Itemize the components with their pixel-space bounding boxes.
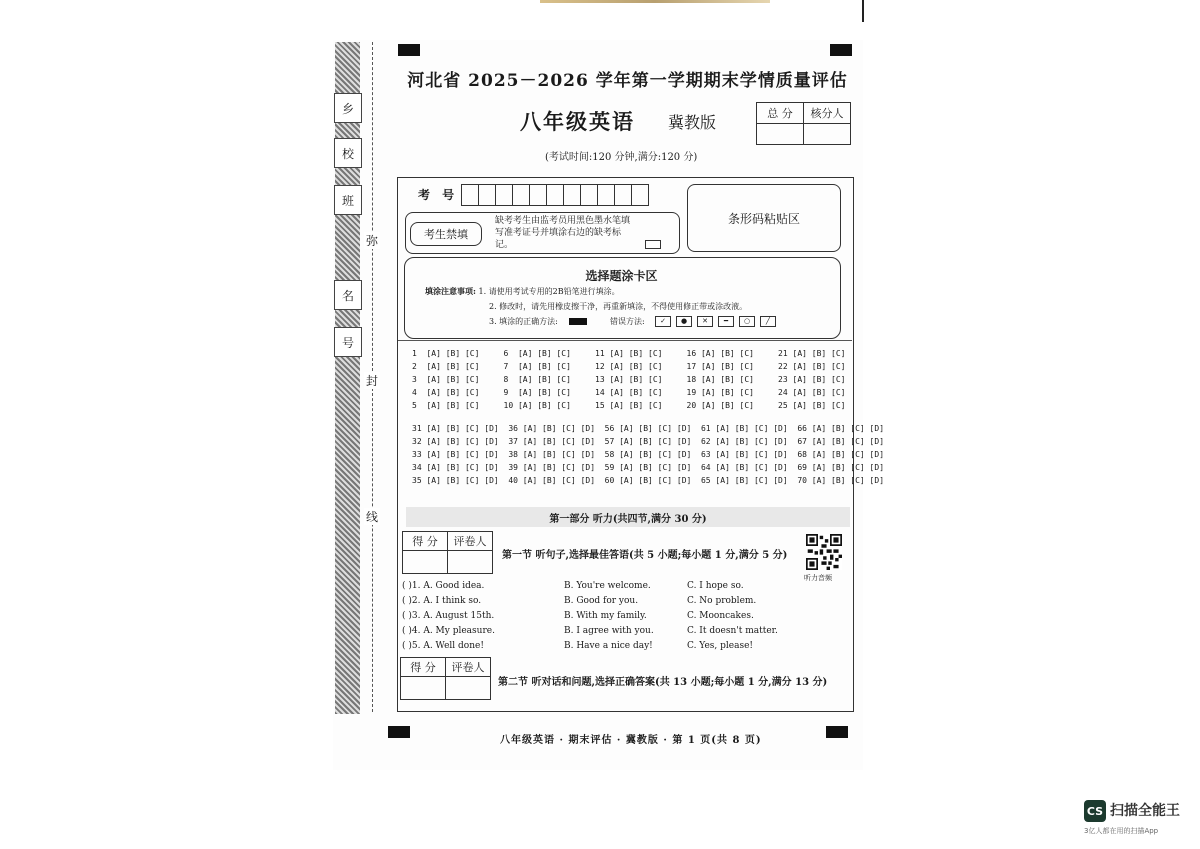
barcode-area: 条形码粘贴区 [687, 184, 841, 252]
question-option-a[interactable]: ( )4. A. My pleasure. [402, 626, 495, 636]
scanner-logo-icon: CS [1084, 800, 1106, 822]
slash-mark-icon: ╱ [760, 316, 776, 327]
answer-row[interactable]: 32 [A] [B] [C] [D] 37 [A] [B] [C] [D] 57 [A] [B] [C] [D] 62 [A] [B] [C] [D] 67 [A] [B] [C] [D] [412, 437, 885, 446]
scan-edge-strip [540, 0, 770, 3]
grade-table-1 [402, 531, 493, 574]
answer-row[interactable]: 34 [A] [B] [C] [D] 39 [A] [B] [C] [D] 59 [A] [B] [C] [D] 64 [A] [B] [C] [D] 69 [A] [B] [C] [D] [412, 463, 885, 472]
checker-cell[interactable] [804, 124, 851, 145]
id-cell[interactable] [546, 184, 564, 206]
side-box-town: 乡 [334, 93, 362, 123]
exam-time: (考试时间:120 分钟,满分:120 分) [545, 152, 698, 163]
fill-note-3: 3. 填涂的正确方法: [489, 317, 558, 326]
grade-grader-label: 评卷人 [446, 658, 491, 677]
question-option-c[interactable]: C. No problem. [687, 596, 757, 606]
binding-char-3: 线 [365, 510, 378, 524]
scan-edge-mark [862, 0, 864, 22]
id-cell[interactable] [580, 184, 598, 206]
grade-grader-cell[interactable] [446, 677, 491, 700]
answer-row[interactable]: 5 [A] [B] [C] 10 [A] [B] [C] 15 [A] [B] [C] 20 [A] [B] [C] 25 [A] [B] [C] [412, 401, 846, 410]
id-cell[interactable] [495, 184, 513, 206]
answer-row[interactable]: 4 [A] [B] [C] 9 [A] [B] [C] 14 [A] [B] [C] 19 [A] [B] [C] 24 [A] [B] [C] [412, 388, 846, 397]
id-cell[interactable] [478, 184, 496, 206]
scanner-app-name: 扫描全能王 [1110, 803, 1180, 819]
scanner-tagline: 3亿人都在用的扫描App [1084, 827, 1159, 835]
exam-id-cells[interactable] [462, 184, 649, 206]
question-option-c[interactable]: C. Mooncakes. [687, 611, 754, 621]
registration-mark [398, 44, 420, 56]
side-box-number: 号 [334, 327, 362, 357]
question-option-a[interactable]: ( )2. A. I think so. [402, 596, 482, 606]
id-cell[interactable] [631, 184, 649, 206]
exam-title: 河北省 2025－2026 学年第一学期期末学情质量评估 [407, 71, 848, 91]
id-cell[interactable] [461, 184, 479, 206]
answer-card-title: 选择题涂卡区 [585, 269, 658, 283]
total-score-table [756, 102, 851, 145]
id-cell[interactable] [512, 184, 530, 206]
binding-char-2: 封 [365, 374, 378, 388]
total-score-label: 总 分 [757, 103, 804, 124]
qr-code-icon[interactable] [806, 534, 842, 570]
absent-mark-box[interactable] [645, 240, 661, 249]
id-cell[interactable] [614, 184, 632, 206]
wrong-method-icons [655, 316, 776, 327]
question-option-b[interactable]: B. I agree with you. [564, 626, 654, 636]
question-option-c[interactable]: C. Yes, please! [687, 641, 754, 651]
grade-grader-label: 评卷人 [448, 532, 493, 551]
registration-mark [826, 726, 848, 738]
question-option-b[interactable]: B. With my family. [564, 611, 647, 621]
side-box-school: 校 [334, 138, 362, 168]
check-mark-icon: ✓ [655, 316, 671, 327]
question-option-b[interactable]: B. Good for you. [564, 596, 639, 606]
grade-table-2 [400, 657, 491, 700]
grade-score-label: 得 分 [403, 532, 448, 551]
section2-heading: 第二节 听对话和问题,选择正确答案(共 13 小题;每小题 1 分,满分 13 分) [498, 677, 828, 688]
cross-mark-icon: ✕ [697, 316, 713, 327]
forbid-label: 考生禁填 [410, 222, 482, 246]
side-box-class: 班 [334, 185, 362, 215]
grade-score-cell[interactable] [401, 677, 446, 700]
answer-row[interactable]: 31 [A] [B] [C] [D] 36 [A] [B] [C] [D] 56 [A] [B] [C] [D] 61 [A] [B] [C] [D] 66 [A] [B] [C] [D] [412, 424, 885, 433]
registration-mark [830, 44, 852, 56]
side-box-name: 名 [334, 280, 362, 310]
section1-heading: 第一节 听句子,选择最佳答语(共 5 小题;每小题 1 分,满分 5 分) [502, 550, 788, 561]
fill-note-2: 2. 修改时，请先用橡皮擦干净，再重新填涂，不得使用修正带或涂改液。 [489, 302, 748, 311]
answer-row[interactable]: 1 [A] [B] [C] 6 [A] [B] [C] 11 [A] [B] [C] 16 [A] [B] [C] 21 [A] [B] [C] [412, 349, 846, 358]
page-footer: 八年级英语 · 期末评估 · 冀教版 · 第 1 页(共 8 页) [500, 735, 762, 746]
id-cell[interactable] [597, 184, 615, 206]
circle-mark-icon: ○ [739, 316, 755, 327]
dot-mark-icon: ● [676, 316, 692, 327]
wrong-method-label: 错误方法: [610, 317, 645, 326]
question-option-c[interactable]: C. I hope so. [687, 581, 744, 591]
grade-grader-cell[interactable] [448, 551, 493, 574]
answer-row[interactable]: 33 [A] [B] [C] [D] 38 [A] [B] [C] [D] 58 [A] [B] [C] [D] 63 [A] [B] [C] [D] 68 [A] [B] [C] [D] [412, 450, 885, 459]
card-separator [398, 340, 852, 341]
total-score-cell[interactable] [757, 124, 804, 145]
question-option-b[interactable]: B. You're welcome. [564, 581, 651, 591]
correct-fill-sample [569, 318, 587, 325]
audio-label: 听力音频 [804, 574, 832, 582]
checker-label: 核分人 [804, 103, 851, 124]
question-option-a[interactable]: ( )1. A. Good idea. [402, 581, 485, 591]
question-option-c[interactable]: C. It doesn't matter. [687, 626, 778, 636]
exam-id-label: 考 号 [418, 188, 459, 202]
answer-row[interactable]: 2 [A] [B] [C] 7 [A] [B] [C] 12 [A] [B] [C] 17 [A] [B] [C] 22 [A] [B] [C] [412, 362, 846, 371]
id-cell[interactable] [563, 184, 581, 206]
answer-row[interactable]: 35 [A] [B] [C] [D] 40 [A] [B] [C] [D] 60 [A] [B] [C] [D] 65 [A] [B] [C] [D] 70 [A] [B] [C] [D] [412, 476, 885, 485]
edition-label: 冀教版 [668, 113, 717, 132]
grade-score-cell[interactable] [403, 551, 448, 574]
binding-char-1: 弥 [365, 234, 378, 248]
part1-title: 第一部分 听力(共四节,满分 30 分) [406, 507, 850, 527]
subject-title: 八年级英语 [520, 109, 635, 134]
fill-note-1: 1. 请使用考试专用的2B铅笔进行填涂。 [478, 287, 620, 296]
registration-mark [388, 726, 410, 738]
question-option-a[interactable]: ( )5. A. Well done! [402, 641, 484, 651]
fill-notes-label: 填涂注意事项: [425, 286, 476, 296]
question-option-b[interactable]: B. Have a nice day! [564, 641, 653, 651]
forbid-text: 缺考考生由监考员用黑色墨水笔填写准考证号并填涂右边的缺考标记。 [495, 216, 631, 250]
answer-row[interactable]: 3 [A] [B] [C] 8 [A] [B] [C] 13 [A] [B] [C] 18 [A] [B] [C] 23 [A] [B] [C] [412, 375, 846, 384]
grade-score-label: 得 分 [401, 658, 446, 677]
dash-mark-icon: ━ [718, 316, 734, 327]
id-cell[interactable] [529, 184, 547, 206]
question-option-a[interactable]: ( )3. A. August 15th. [402, 611, 495, 621]
